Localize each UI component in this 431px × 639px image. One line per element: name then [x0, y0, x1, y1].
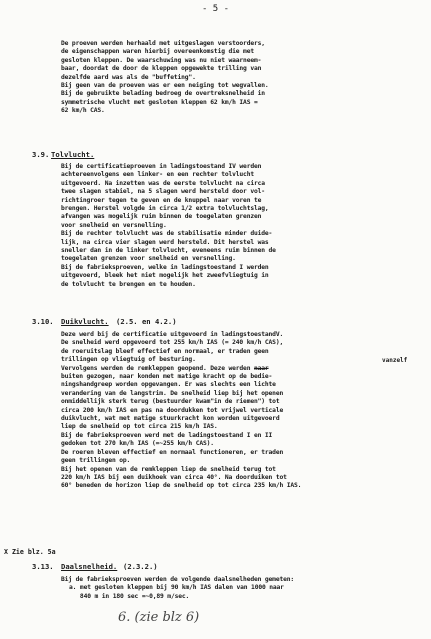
text-segment: Vervolgens werden de remkleppen geopend. Deze werden: [61, 364, 254, 372]
intro-paragraph: [61, 40, 427, 116]
text-line: 840 m in 180 sec =~0,89 m/sec.: [69, 592, 190, 600]
text-line: 60° beneden de horizon liep de snelheid op tot circa 235 km/h IAS.: [61, 482, 302, 490]
text-line-with-correction: [61, 365, 427, 373]
struck-word: naar: [253, 364, 269, 372]
text-line: De roeren bleven effectief en normaal functioneren, er traden: [61, 448, 284, 456]
section-3-13-body: [61, 576, 427, 601]
text-line: baar, doordat de door de kleppen opgewekte trilling van: [61, 65, 262, 73]
section-number: 3.10.: [32, 317, 54, 326]
text-line: circa 200 km/h IAS en pas na doordukken tot vrijwel verticale: [61, 406, 284, 414]
inserted-word: vanzelf: [382, 357, 408, 364]
text-line: achtereenvolgens een linker- en een rechter tolvlucht: [61, 171, 254, 179]
text-line: lijk, na circa vier slagen werd hersteld. Dit herstel was: [61, 238, 269, 246]
text-line: afvangen was mogelijk ruim binnen de toegelaten grenzen: [61, 213, 262, 221]
text-line: richtingroer tegen te geven en de knuppel naar voren te: [61, 196, 262, 204]
text-line: De proeven werden herhaald met uitgeslagen verstoorders,: [61, 40, 265, 47]
text-line: Bij de gebruikte belading bedroeg de overtreksnelheid in: [61, 90, 265, 98]
text-line: de roeruitslag bleef effectief en normaal, er traden geen: [61, 347, 269, 355]
text-line: brengen. Herstel volgde in circa 1/2 extra tolvluchtslag,: [61, 205, 269, 213]
text-line: voor snelheid en versnelling.: [61, 221, 167, 229]
text-line: uitgevoerd, bleek het niet mogelijk het zweefvliegtuig in: [61, 272, 269, 280]
text-line: Bij de fabrieksproeven werd met de ladingstoestand I en II: [61, 431, 273, 439]
text-line: a. met gesloten kleppen bij 90 km/h IAS dalen van 1000 naar: [69, 584, 284, 592]
text-line: Bij de certificatieproeven in ladingstoestand IV werden: [61, 163, 262, 170]
handwritten-note: 6. (zie blz 6): [118, 610, 200, 625]
section-reference: (2.5. en 4.2.): [116, 317, 177, 326]
text-line: Bij het openen van de remkleppen liep de snelheid terug tot: [61, 465, 276, 473]
text-line: toegelaten grenzen voor snelheid en versnelling.: [61, 255, 236, 263]
margin-note: X Zie blz. 5a: [4, 548, 56, 556]
page-number: - 5 -: [201, 4, 230, 14]
text-line: sneller dan in de linker tolvlucht, eveneens ruim binnen de: [61, 247, 276, 255]
text-line: gedoken tot 270 km/h IAS (=~255 km/h CAS).: [61, 440, 214, 448]
text-line: Bij de fabrieksproeven, welke in ladingstoestand I werden: [61, 263, 269, 271]
section-number: 3.13.: [32, 562, 54, 571]
section-3-10-body: [61, 331, 427, 491]
text-line: De snelheid werd opgevoerd tot 255 km/h IAS (= 240 km/h CAS),: [61, 339, 284, 347]
text-line: uitgevoerd. Na inzetten was de eerste tolvlucht na circa: [61, 179, 265, 187]
text-line: 62 km/h CAS.: [61, 107, 105, 115]
section-title: Duikvlucht.: [61, 317, 109, 326]
section-3-9-body: [61, 163, 427, 289]
text-line: geen trillingen op.: [61, 457, 131, 465]
text-line: verandering van de langstrim. De snelheid liep bij het openen: [61, 389, 284, 397]
text-line: Bij de fabrieksproeven werden de volgende daalsnelheden gemeten:: [61, 576, 295, 583]
text-line: liep de snelheid op tot circa 215 km/h IAS.: [61, 423, 218, 431]
text-line: twee slagen stabiel, na 5 slagen werd hersteld door vol-: [61, 188, 265, 196]
section-number: 3.9.: [32, 150, 50, 159]
text-line: Bij geen van de proeven was er een neiging tot wegvallen.: [61, 82, 269, 90]
text-line: 220 km/h IAS bij een duikhoek van circa 40°. Na doorduiken tot: [61, 473, 287, 481]
text-line: de tolvlucht te brengen en te houden.: [61, 280, 196, 288]
text-line: gesloten kleppen. De waarschuwing was nu niet waarneem-: [61, 56, 262, 64]
text-line: trillingen op vliegtuig of besturing.: [61, 356, 196, 364]
section-reference: (2.3.2.): [123, 562, 158, 571]
text-line: onmiddellijk sterk terug (bestuurder kwam"in de riemen") tot: [61, 398, 280, 406]
text-line: symmetrische vlucht met gesloten kleppen 62 km/h IAS =: [61, 98, 258, 106]
text-line: buiten gezogen, naar konden met matige kracht op de bedie-: [61, 373, 273, 381]
text-line: de eigenschappen waren hierbij overeenkomstig die met: [61, 48, 254, 56]
text-line: dezelfde aard was als de "buffeting".: [61, 73, 196, 81]
text-line: ningshandgreep worden opgevangen. Er was slechts een lichte: [61, 381, 276, 389]
text-line: Bij de rechter tolvlucht was de stabilisatie minder duide-: [61, 230, 273, 238]
section-title: Tolvlucht.: [51, 150, 95, 159]
text-line: Deze werd bij de certificatie uitgevoerd in ladingstoestandV.: [61, 331, 284, 338]
text-line: duikvlucht, wat met matige stuurkracht kon worden uitgevoerd: [61, 415, 280, 423]
section-title: Daalsnelheid.: [61, 562, 118, 571]
